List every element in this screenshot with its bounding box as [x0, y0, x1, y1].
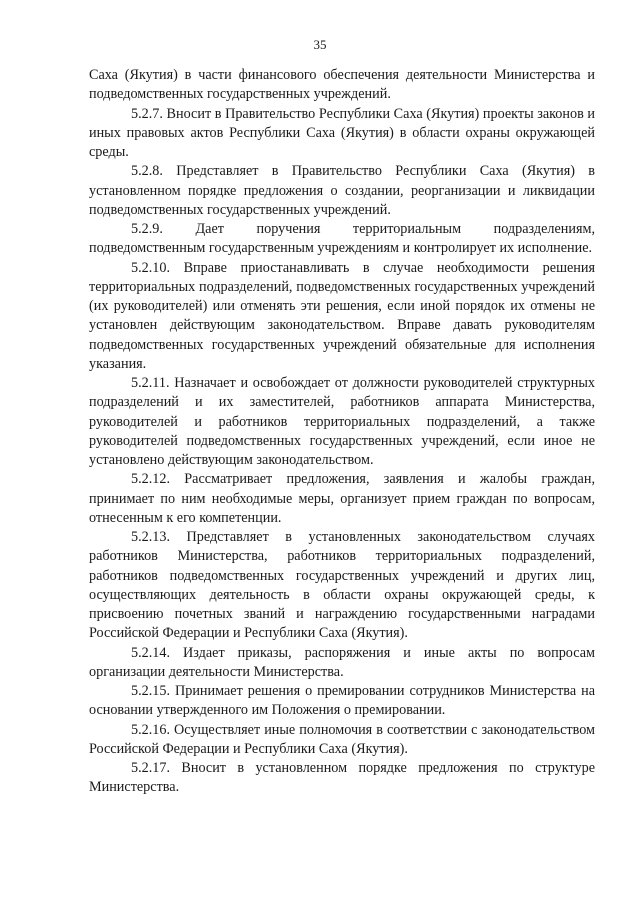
paragraph-5-2-13: 5.2.13. Представляет в установленных законодательством случаях работников Министерства, работников территориальных подразделений, работников подведомственных государственных учреждений и других лиц, осуществляющих деятельность в области охраны окружающей среды, к присвоению почетных званий и награждению государственными наградами Российской Федерации и Республики Саха (Якутия). — [89, 529, 595, 642]
paragraph-5-2-12: 5.2.12. Рассматривает предложения, заявления и жалобы граждан, принимает по ним необходимые меры, организует прием граждан по вопросам, отнесенным к его компетенции. — [89, 471, 595, 526]
paragraph-5-2-15: 5.2.15. Принимает решения о премировании сотрудников Министерства на основании утвержденного им Положения о премировании. — [89, 683, 595, 719]
paragraph-5-2-17: 5.2.17. Вносит в установленном порядке предложения по структуре Министерства. — [89, 760, 595, 796]
document-body — [89, 66, 595, 798]
paragraph-5-2-11: 5.2.11. Назначает и освобождает от должности руководителей структурных подразделений и их заместителей, работников аппарата Министерства, руководителей и работников территориальных подразделений, а также руководителей подведомственных государственных учреждений, если иное не установлено действующим законодательством. — [89, 375, 595, 468]
paragraph-5-2-7: 5.2.7. Вносит в Правительство Республики Саха (Якутия) проекты законов и иных правовых актов Республики Саха (Якутия) в области охраны окружающей среды. — [89, 105, 595, 160]
page-number: 35 — [313, 37, 327, 52]
paragraph-5-2-8: 5.2.8. Представляет в Правительство Республики Саха (Якутия) в установленном порядке предложения о создании, реорганизации и ликвидации подведомственных государственных учреждений. — [89, 163, 595, 218]
paragraph-5-2-9: 5.2.9. Дает поручения территориальным подразделениям, подведомственным государственным учреждениям и контролирует их исполнение. — [89, 221, 595, 257]
paragraph-5-2-10: 5.2.10. Вправе приостанавливать в случае необходимости решения территориальных подразделений, подведомственных государственных учреждений (их руководителей) или отменять эти решения, если иной порядок их отмены не установлен действующим законодательством. Вправе давать руководителям подведомственных государственных учреждений обязательные для исполнения указания. — [89, 259, 595, 372]
paragraph-5-2-16: 5.2.16. Осуществляет иные полномочия в соответствии с законодательством Российской Федерации и Республики Саха (Якутия). — [89, 721, 595, 757]
paragraph-continuation: Саха (Якутия) в части финансового обеспечения деятельности Министерства и подведомственных государственных учреждений. — [89, 67, 595, 103]
paragraph-5-2-14: 5.2.14. Издает приказы, распоряжения и иные акты по вопросам организации деятельности Министерства. — [89, 644, 595, 680]
